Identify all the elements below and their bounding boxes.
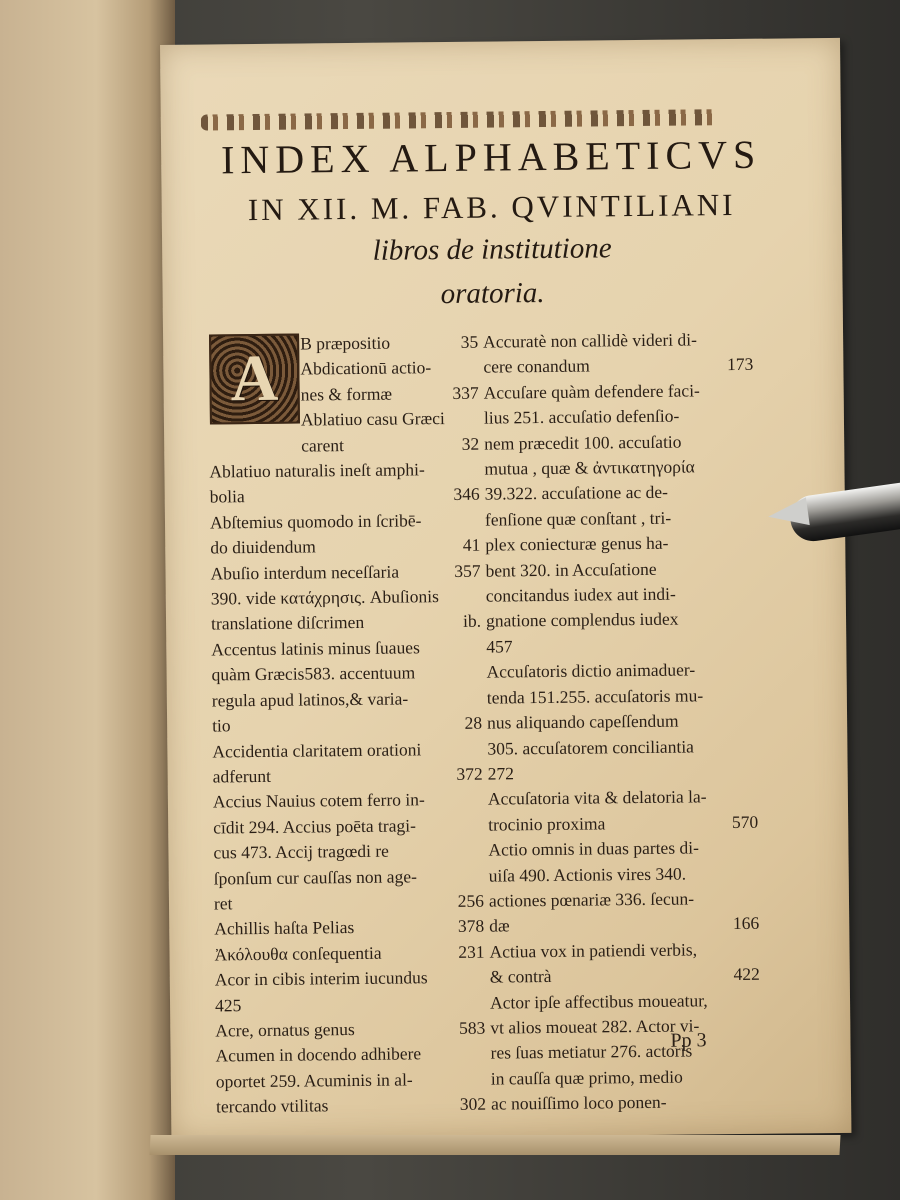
title-line-4: oratoria. [440, 276, 545, 311]
index-entry [487, 733, 757, 761]
index-entry [214, 863, 484, 891]
entry-text: trocinio proxima [488, 813, 606, 835]
entry-text: ſponſum cur cauſſas non age- [213, 865, 417, 889]
entry-text: do diuidendum [210, 536, 316, 558]
entry-text: Abdicationū actio- [300, 357, 432, 379]
entry-text: & contrà [489, 966, 552, 987]
entry-text: carent [301, 434, 345, 456]
index-entry [213, 787, 483, 815]
metal-clip-tip [766, 497, 810, 530]
entry-page: 378 [457, 915, 485, 937]
index-entry [486, 581, 756, 609]
entry-text: ret [213, 893, 233, 914]
entry-text: res ſuas metiatur 276. actoris [490, 1040, 693, 1063]
index-entry [491, 1089, 761, 1117]
index-entry [215, 965, 485, 993]
entry-text: gnatione complendus iudex [485, 609, 679, 632]
facing-page-edge [0, 0, 175, 1200]
title-line-2: IN XII. M. FAB. QVINTILIANI [247, 186, 736, 228]
entry-text: nes & formæ [300, 383, 393, 405]
index-entry [210, 482, 480, 510]
index-entry [213, 838, 483, 866]
index-entry [484, 428, 754, 456]
index-entry [485, 555, 755, 583]
index-entry [491, 1064, 761, 1092]
entry-text: Accuſare quàm defendere faci- [483, 380, 700, 403]
index-entry [213, 762, 483, 790]
index-entry [212, 736, 482, 764]
entry-text: bent 320. in Accuſatione [485, 558, 657, 581]
index-entry [213, 812, 483, 840]
entry-text: nem præcedit 100. accuſatio [484, 431, 682, 454]
entry-text: oportet 259. Acuminis in al- [215, 1069, 413, 1092]
entry-text: in cauſſa quæ primo, medio [490, 1066, 683, 1089]
index-entry [485, 530, 755, 558]
index-entry [211, 609, 481, 637]
index-entry [490, 1038, 760, 1066]
index-entry [487, 708, 757, 736]
index-column-right [483, 327, 761, 1117]
index-entry [489, 860, 759, 888]
entry-text: B præpositio [300, 332, 391, 354]
index-entry [483, 352, 753, 380]
entry-text: Abuſio interdum neceſſaria [210, 561, 400, 584]
index-entry [490, 1013, 760, 1041]
entry-text: Acor in cibis interim iucundus [214, 967, 428, 990]
entry-text: quàm Græcis583. accentuum [211, 662, 416, 685]
entry-text: dæ [489, 915, 510, 936]
index-entry [208, 355, 478, 383]
index-entry [216, 1092, 486, 1120]
index-entry [214, 914, 484, 942]
entry-text: Ablatiuo naturalis ineſt amphi- [209, 459, 425, 482]
entry-text: regula apud latinos,& varia- [211, 688, 409, 711]
entry-text: 390. vide κατάχρησις. Abuſionis [210, 586, 439, 609]
entry-text: fenſione quæ conſtant , tri- [484, 507, 672, 530]
index-entry [211, 635, 481, 663]
initial-letter: A [230, 341, 279, 416]
entry-text: ac nouiſſimo loco ponen- [491, 1091, 667, 1114]
page-stack-edge [149, 1135, 840, 1155]
headpiece-ornament [201, 109, 721, 130]
entry-page: 422 [733, 963, 760, 985]
entry-page: 231 [458, 941, 485, 962]
index-entry [484, 378, 754, 406]
entry-text: tio [212, 715, 231, 736]
entry-text: Abſtemius quomodo in ſcribē- [209, 510, 422, 533]
entry-text: Accidentia claritatem orationi [212, 738, 422, 761]
index-entry [485, 479, 755, 507]
entry-text: 39.322. accuſatione ac de- [484, 482, 669, 505]
index-entry [216, 1066, 486, 1094]
index-entry [489, 886, 759, 914]
entry-text: 457 [486, 636, 513, 657]
index-entry [489, 911, 759, 939]
entry-page: 166 [732, 913, 760, 934]
entry-text: Acumen in docendo adhibere [215, 1043, 422, 1066]
index-entry [210, 533, 480, 561]
entry-page: 302 [459, 1093, 487, 1115]
entry-text: Accuſatoria vita & delatoria la- [487, 786, 707, 809]
index-entry [209, 380, 479, 408]
index-entry [212, 711, 482, 739]
entry-text: concitandus iudex aut indi- [485, 583, 676, 606]
entry-text: actiones pœnariæ 336. ſecun- [488, 888, 695, 911]
index-entry [215, 990, 485, 1018]
index-entry [211, 584, 481, 612]
index-entry [484, 454, 754, 482]
index-entry [210, 558, 480, 586]
index-entry [487, 682, 757, 710]
index-entry [215, 1016, 485, 1044]
entry-text: adferunt [212, 765, 272, 787]
entry-page: 173 [727, 354, 754, 375]
entry-text: cere conandum [483, 355, 590, 378]
entry-text: plex coniecturæ genus ha- [485, 532, 669, 555]
entry-page: 35 [460, 331, 479, 352]
entry-page: 256 [457, 890, 485, 911]
entry-text: tenda 151.255. accuſatoris mu- [486, 685, 704, 708]
index-entry [489, 937, 759, 965]
entry-text: Actio omnis in duas partes di- [488, 837, 699, 860]
entry-text: Actiua vox in patiendi verbis, [489, 939, 698, 962]
index-entry [488, 759, 758, 787]
entry-page: 357 [454, 560, 481, 581]
entry-text: Ablatiuo casu Græci [300, 408, 445, 430]
entry-text: Ἀκόλουθα conſequentia [214, 942, 382, 965]
index-entry [214, 889, 484, 917]
entry-text: 425 [214, 994, 242, 1016]
entry-text: bolia [209, 486, 245, 507]
index-entry [210, 508, 480, 536]
signature-mark: Pp 3 [670, 1029, 707, 1052]
entry-page: 346 [453, 484, 480, 505]
index-entry [209, 406, 479, 434]
index-entry [212, 685, 482, 713]
book-page [160, 38, 851, 1140]
index-column-left [208, 330, 486, 1120]
entry-text: Accuſatoris dictio animaduer- [486, 659, 696, 682]
index-entry [211, 660, 481, 688]
entry-text: Achillis haſta Pelias [214, 917, 355, 939]
index-entry [488, 784, 758, 812]
entry-text: uiſa 490. Actionis vires 340. [488, 863, 687, 886]
entry-text: mutua , quæ & ἀντικατηγορία [484, 456, 695, 479]
entry-text: cīdit 294. Accius poēta tragi- [213, 815, 416, 838]
index-entry [486, 606, 756, 634]
entry-text: Accuratè non callidè videri di- [483, 329, 698, 352]
entry-text: cus 473. Accij tragœdi re [213, 840, 389, 863]
entry-text: 305. accuſatorem conciliantia [487, 735, 694, 759]
entry-text: tercando vtilitas [216, 1095, 329, 1117]
entry-text: lius 251. accuſatio defenſio- [483, 405, 680, 428]
index-entry [488, 835, 758, 863]
index-entry [490, 987, 760, 1015]
entry-text: Acre, ornatus genus [215, 1018, 355, 1041]
entry-text: Actor ipſe affectibus moueatur, [489, 989, 708, 1013]
index-entry [215, 1041, 485, 1069]
entry-text: Accentus latinis minus ſuaues [211, 637, 420, 660]
entry-page: 337 [452, 382, 479, 403]
entry-page: 570 [731, 811, 759, 832]
entry-text: nus aliquando capeſſendum [487, 710, 679, 733]
entry-page: 28 [464, 712, 483, 733]
entry-text: vt alios moueat 282. Actor vi- [490, 1015, 700, 1038]
index-entry [486, 632, 756, 660]
index-entry [483, 327, 753, 355]
index-entry [490, 962, 760, 990]
index-entry [208, 330, 478, 358]
index-entry [214, 939, 484, 967]
entry-page: ib. [462, 611, 482, 632]
entry-page: 583 [458, 1017, 486, 1038]
index-entry [488, 809, 758, 837]
index-entry [209, 431, 479, 459]
entry-page: 372 [456, 763, 483, 784]
index-entry [485, 505, 755, 533]
entry-text: 272 [487, 763, 515, 784]
title-line-1: INDEX ALPHABETICVS [220, 131, 762, 183]
index-entry [484, 403, 754, 431]
index-entry [486, 657, 756, 685]
entry-text: translatione diſcrimen [210, 612, 365, 634]
entry-text: Accius Nauius cotem ferro in- [212, 789, 425, 812]
entry-page: 32 [461, 433, 480, 454]
entry-page: 41 [462, 534, 481, 556]
index-entry [209, 457, 479, 485]
title-line-3: libros de institutione [372, 232, 612, 267]
